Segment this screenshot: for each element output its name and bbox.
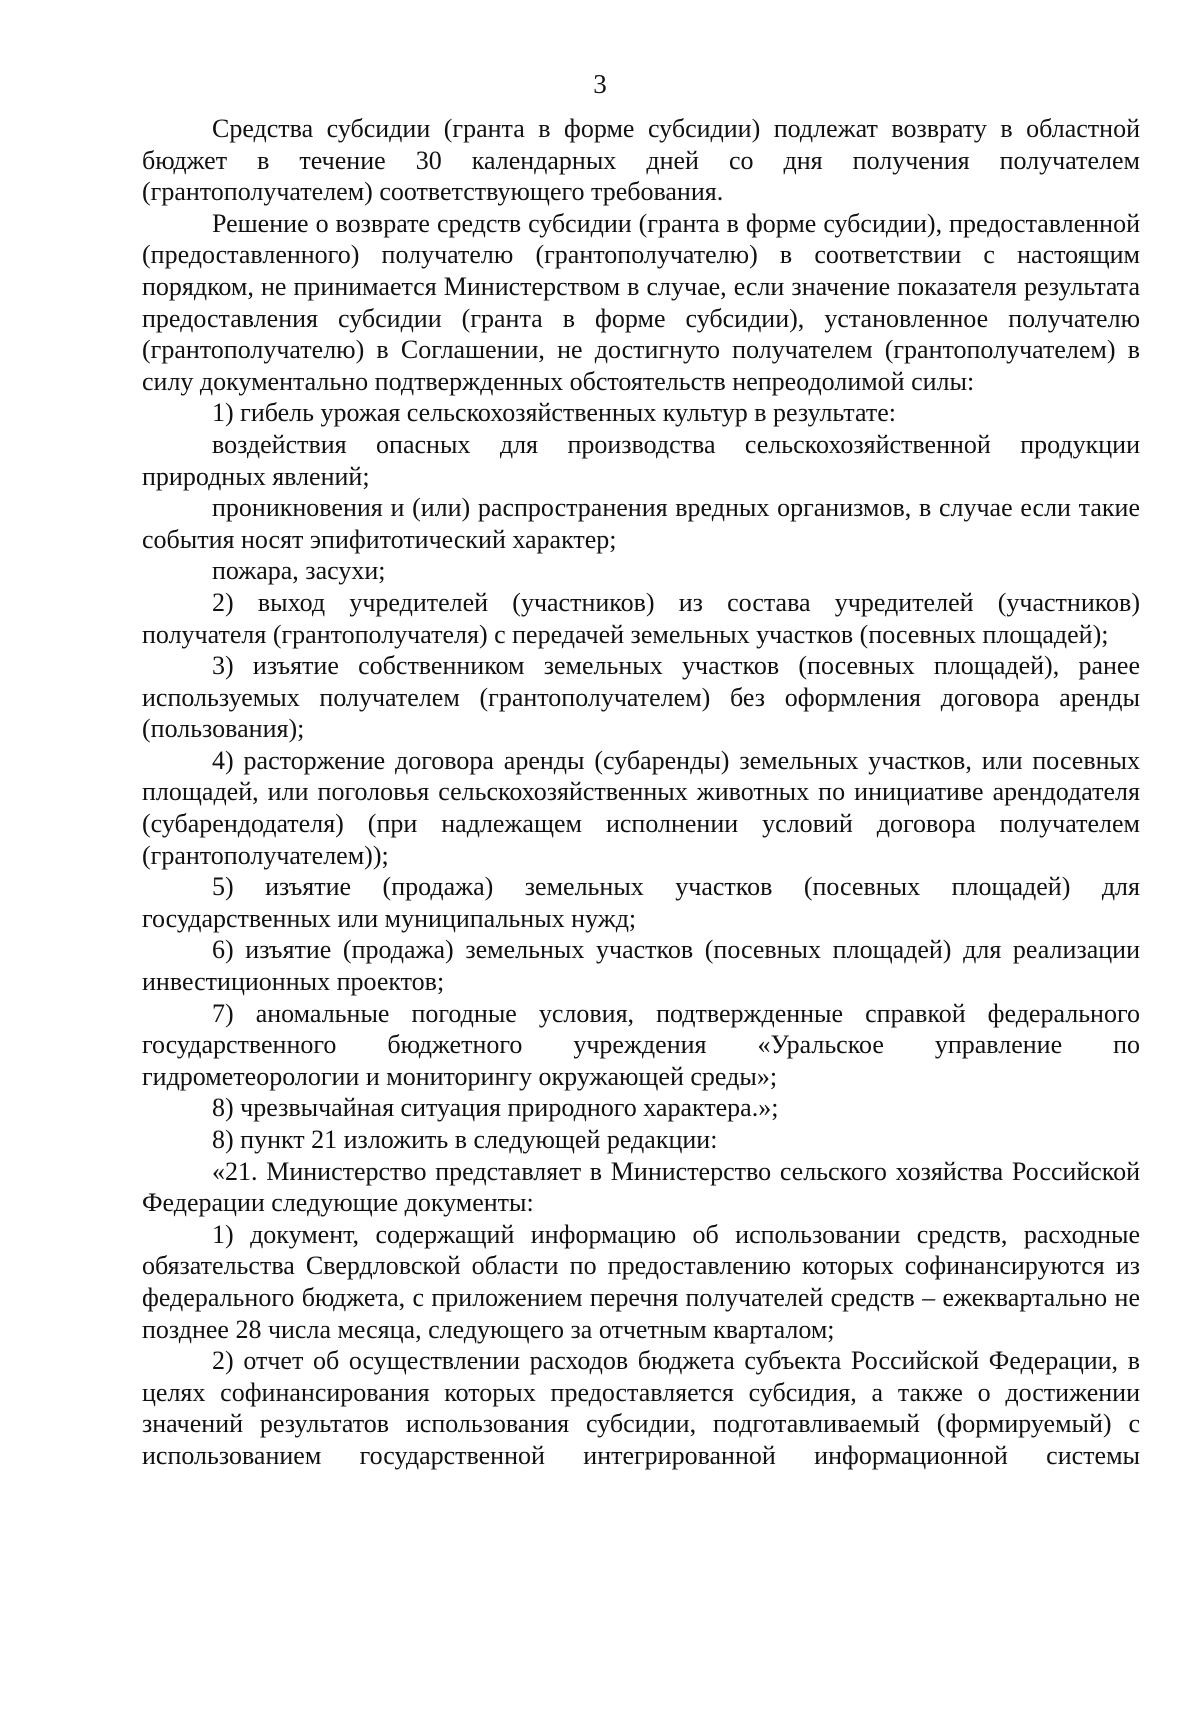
list-item-investment-seizure: 6) изъятие (продажа) земельных участков (посевных площадей) для реализации инвестиционных проектов; [142, 935, 1140, 997]
list-item-founders-exit: 2) выход учредителей (участников) из состава учредителей (участников) получателя (грантополучателя) с передачей земельных участков (посевных площадей); [142, 587, 1140, 649]
list-item-expenditure-report: 2) отчет об осуществлении расходов бюджета субъекта Российской Федерации, в целях софинансирования которых предоставляется субсидия, а также о достижении значений результатов использования субсидии, подготавливаемый (формируемый) с использованием государственной интегрированной информационной системы [142, 1346, 1140, 1470]
list-item-usage-document: 1) документ, содержащий информацию об использовании средств, расходные обязательства Свердловской области по предоставлению которых софинансируются из федерального бюджета, с приложением перечня получателей средств – ежеквартально не позднее 28 числа месяца, следующего за отчетным кварталом; [142, 1219, 1140, 1344]
paragraph-ministry-documents: «21. Министерство представляет в Министерство сельского хозяйства Российской Федерации следующие документы: [142, 1156, 1140, 1218]
list-subitem-fire-drought: пожара, засухи; [212, 556, 386, 586]
page-number: 3 [593, 69, 607, 99]
list-item-crop-loss: 1) гибель урожая сельскохозяйственных культур в результате: [212, 398, 896, 428]
list-item-abnormal-weather: 7) аномальные погодные условия, подтвержденные справкой федерального государственного бюджетного учреждения «Уральское управление по гидрометеорологии и мониторингу окружающей среды»; [142, 998, 1140, 1091]
list-subitem-natural-phenomena: воздействия опасных для производства сельскохозяйственной продукции природных явлений; [142, 429, 1140, 491]
paragraph-return-decision: Решение о возврате средств субсидии (гранта в форме субсидии), предоставленной (предоставленного) получателю (грантополучателю) в соответствии с настоящим порядком, не принимается Министерством в случае, если значение показателя результата предоставления субсидии (гранта в форме субсидии), установленное получателю (грантополучателю) в Соглашении, не достигнуто получателем (грантополучателем) в силу документально подтвержденных обстоятельств непреодолимой силы: [142, 208, 1140, 396]
list-subitem-harmful-organisms: проникновения и (или) распространения вредных организмов, в случае если такие события носят эпифитотический характер; [142, 493, 1140, 554]
list-item-emergency: 8) чрезвычайная ситуация природного характера.»; [212, 1093, 779, 1123]
list-item-owner-seizure: 3) изъятие собственником земельных участков (посевных площадей), ранее используемых получателем (грантополучателем) без оформления договора аренды (пользования); [142, 651, 1140, 744]
list-item-lease-termination: 4) расторжение договора аренды (субаренды) земельных участков, или посевных площадей, или поголовья сельскохозяйственных животных по инициативе арендодателя (субарендодателя) (при надлежащем исполнении условий договора получателем (грантополучателем)); [142, 745, 1140, 870]
amendment-item-21: 8) пункт 21 изложить в следующей редакции: [212, 1125, 718, 1154]
document-body [142, 113, 1140, 1472]
paragraph-subsidy-return: Средства субсидии (гранта в форме субсидии) подлежат возврату в областной бюджет в течение 30 календарных дней со дня получения получателем (грантополучателем) соответствующего требования. [142, 114, 1140, 207]
list-item-state-needs-seizure: 5) изъятие (продажа) земельных участков (посевных площадей) для государственных или муниципальных нужд; [142, 872, 1140, 933]
